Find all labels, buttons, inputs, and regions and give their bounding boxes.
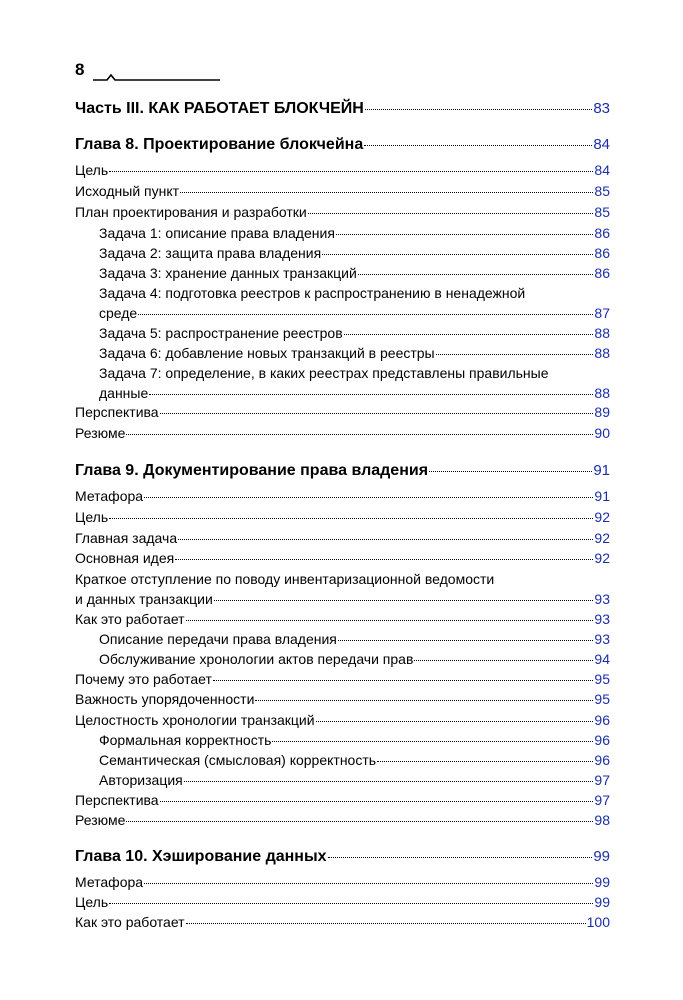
dot-leader <box>138 314 593 315</box>
toc-subentry[interactable] <box>75 245 610 261</box>
entry-title: Исходный пункт <box>75 183 180 199</box>
toc-entry[interactable] <box>75 183 610 199</box>
dot-leader <box>126 434 593 435</box>
entry-title: Задача 3: хранение данных транзакций <box>99 265 357 281</box>
dot-leader <box>178 539 593 540</box>
toc-entry[interactable] <box>75 611 610 627</box>
dot-leader <box>255 700 593 701</box>
entry-title: Описание передачи права владения <box>99 631 337 647</box>
entry-page: 99 <box>594 894 610 910</box>
entry-title: Цель <box>75 509 109 525</box>
dot-leader <box>214 600 594 601</box>
entry-page: 86 <box>594 245 610 261</box>
dot-leader <box>126 821 593 822</box>
entry-page: 99 <box>593 848 610 865</box>
toc-subentry-line1: Задача 7: определение, в каких реестрах представлены правильные <box>99 365 549 381</box>
dot-leader <box>344 334 594 335</box>
entry-title: Семантическая (смысловая) корректность <box>99 752 377 768</box>
entry-title: Почему это работает <box>75 671 212 687</box>
entry-page: 90 <box>594 425 610 441</box>
entry-title: Метафора <box>75 488 144 504</box>
entry-page: 96 <box>594 732 610 748</box>
dot-leader <box>160 801 594 802</box>
entry-page: 97 <box>594 772 610 788</box>
entry-title: Как это работает <box>75 611 185 627</box>
entry-page: 92 <box>594 530 610 546</box>
dot-leader <box>144 883 593 884</box>
toc-subentry-line1: Задача 4: подготовка реестров к распространению в ненадежной <box>99 285 526 301</box>
entry-page: 88 <box>594 385 610 401</box>
entry-title: Задача 2: защита права владения <box>99 245 322 261</box>
dot-leader <box>149 394 593 395</box>
entry-page: 95 <box>594 671 610 687</box>
entry-title: данные <box>99 385 149 401</box>
toc-subentry[interactable] <box>75 305 610 321</box>
dot-leader <box>180 192 593 193</box>
dot-leader <box>364 145 592 146</box>
dot-leader <box>160 413 594 414</box>
entry-page: 83 <box>593 100 610 117</box>
entry-page: 86 <box>594 265 610 281</box>
entry-title: Задача 5: распространение реестров <box>99 325 343 341</box>
dot-leader <box>316 721 594 722</box>
entry-page: 100 <box>586 914 610 930</box>
toc-entry-line1: Краткое отступление по поводу инвентаризационной ведомости <box>75 571 495 587</box>
dot-leader <box>186 923 586 924</box>
entry-title: Перспектива <box>75 404 159 420</box>
toc-subentry[interactable] <box>75 385 610 401</box>
entry-page: 95 <box>594 691 610 707</box>
entry-title: среде <box>99 305 138 321</box>
entry-title: Основная идея <box>75 550 175 566</box>
entry-page: 85 <box>594 204 610 220</box>
entry-page: 94 <box>594 651 610 667</box>
toc-subentry[interactable] <box>75 772 610 788</box>
dot-leader <box>184 781 594 782</box>
dot-leader <box>186 620 594 621</box>
toc-entry[interactable] <box>75 691 610 707</box>
table-of-contents <box>75 0 610 1000</box>
entry-page: 91 <box>594 488 610 504</box>
toc-subentry[interactable] <box>75 325 610 341</box>
entry-title: Задача 1: описание права владения <box>99 225 335 241</box>
page-number: 8 <box>75 60 85 79</box>
entry-title: Авторизация <box>99 772 183 788</box>
toc-subentry[interactable] <box>75 265 610 281</box>
dot-leader <box>144 497 593 498</box>
toc-entry[interactable] <box>75 671 610 687</box>
toc-entry[interactable] <box>75 591 610 607</box>
toc-entry[interactable] <box>75 425 610 441</box>
dot-leader <box>322 254 593 255</box>
dot-leader <box>429 471 592 472</box>
toc-entry[interactable] <box>75 792 610 808</box>
dot-leader <box>436 354 594 355</box>
toc-subentry[interactable] <box>75 732 610 748</box>
dot-leader <box>109 518 593 519</box>
entry-title: Глава 8. Проектирование блокчейна <box>75 136 364 153</box>
toc-entry[interactable] <box>75 914 610 930</box>
dot-leader <box>109 171 593 172</box>
entry-page: 91 <box>593 462 610 479</box>
entry-title: Как это работает <box>75 914 185 930</box>
entry-title: План проектирования и разработки <box>75 204 307 220</box>
entry-page: 87 <box>594 305 610 321</box>
entry-page: 93 <box>594 611 610 627</box>
toc-entry[interactable] <box>75 162 610 178</box>
entry-title: Формальная корректность <box>99 732 272 748</box>
entry-title: Обслуживание хронологии актов передачи прав <box>99 651 414 667</box>
dot-leader <box>358 274 594 275</box>
entry-page: 88 <box>594 345 610 361</box>
entry-title: Главная задача <box>75 530 178 546</box>
entry-title: Глава 10. Хэширование данных <box>75 848 327 865</box>
entry-title: Резюме <box>75 425 126 441</box>
entry-page: 93 <box>594 591 610 607</box>
dot-leader <box>328 857 593 858</box>
dot-leader <box>175 559 593 560</box>
entry-page: 98 <box>594 812 610 828</box>
toc-subentry[interactable] <box>75 651 610 667</box>
entry-title: Целостность хронологии транзакций <box>75 712 315 728</box>
dot-leader <box>109 903 593 904</box>
entry-title: Цель <box>75 894 109 910</box>
toc-chapter-8[interactable] <box>75 136 610 154</box>
entry-title: Метафора <box>75 874 144 890</box>
entry-page: 92 <box>594 550 610 566</box>
dot-leader <box>414 660 593 661</box>
entry-page: 92 <box>594 509 610 525</box>
entry-page: 93 <box>594 631 610 647</box>
entry-title: Часть III. КАК РАБОТАЕТ БЛОКЧЕЙН <box>75 100 364 117</box>
entry-page: 99 <box>594 874 610 890</box>
dot-leader <box>377 761 593 762</box>
entry-page: 84 <box>593 136 610 153</box>
entry-page: 96 <box>594 752 610 768</box>
toc-entry[interactable] <box>75 874 610 890</box>
toc-subentry[interactable] <box>75 345 610 361</box>
entry-page: 97 <box>594 792 610 808</box>
toc-entry[interactable] <box>75 488 610 504</box>
dot-leader <box>213 680 594 681</box>
entry-page: 88 <box>594 325 610 341</box>
toc-entry[interactable] <box>75 812 610 828</box>
toc-subentry[interactable] <box>75 631 610 647</box>
toc-entry[interactable] <box>75 550 610 566</box>
toc-entry[interactable] <box>75 894 610 910</box>
entry-title: Глава 9. Документирование права владения <box>75 462 429 479</box>
dot-leader <box>272 741 593 742</box>
entry-title: Перспектива <box>75 792 159 808</box>
toc-chapter-10[interactable] <box>75 848 610 866</box>
toc-subentry[interactable] <box>75 752 610 768</box>
toc-entry[interactable] <box>75 509 610 525</box>
dot-leader <box>308 213 594 214</box>
entry-title: Задача 6: добавление новых транзакций в реестры <box>99 345 435 361</box>
entry-page: 85 <box>594 183 610 199</box>
entry-page: 89 <box>594 404 610 420</box>
dot-leader <box>338 640 594 641</box>
entry-page: 84 <box>594 162 610 178</box>
entry-title: Важность упорядоченности <box>75 691 255 707</box>
entry-title: и данных транзакции <box>75 591 213 607</box>
entry-title: Резюме <box>75 812 126 828</box>
dot-leader <box>336 234 594 235</box>
dot-leader <box>365 109 593 110</box>
toc-entry[interactable] <box>75 712 610 728</box>
entry-page: 86 <box>594 225 610 241</box>
toc-subentry[interactable] <box>75 225 610 241</box>
toc-entry[interactable] <box>75 530 610 546</box>
entry-page: 96 <box>594 712 610 728</box>
toc-part-3[interactable] <box>75 100 610 118</box>
toc-chapter-9[interactable] <box>75 462 610 480</box>
toc-entry[interactable] <box>75 404 610 420</box>
entry-title: Цель <box>75 162 109 178</box>
toc-entry[interactable] <box>75 204 610 220</box>
